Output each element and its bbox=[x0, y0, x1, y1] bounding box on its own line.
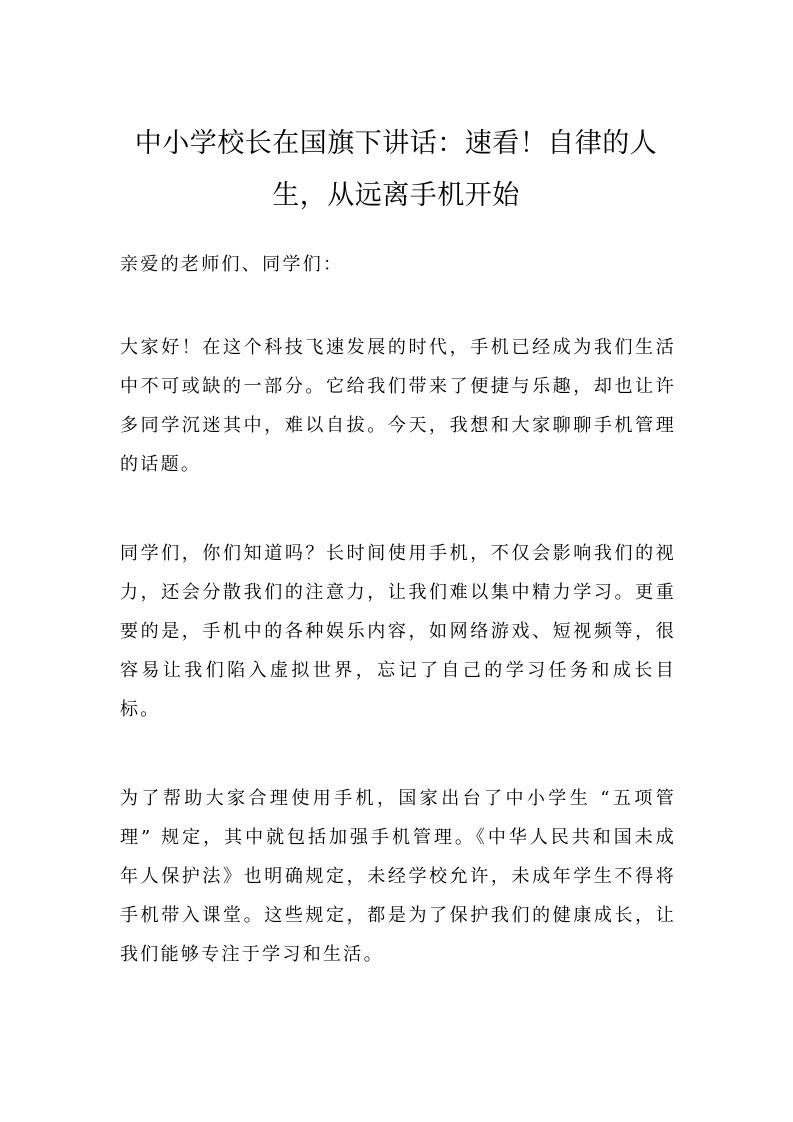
document-title: 中小学校长在国旗下讲话：速看！自律的人生，从远离手机开始 bbox=[134, 128, 658, 211]
paragraph-regulations: 为了帮助大家合理使用手机，国家出台了中小学生 “五项管理” 规定，其中就包括加强手机管理。《中华人民共和国未成年人保护法》也明确规定，未经学校允许，未成年学生不得将手机带入课堂。这些规定，都是为了保护我们的健康成长，让我们能够专注于学习和生活。 bbox=[120, 788, 676, 965]
paragraph-phone-harms: 同学们，你们知道吗？长时间使用手机，不仅会影响我们的视力，还会分散我们的注意力，让我们难以集中精力学习。更重要的是，手机中的各种娱乐内容，如网络游戏、短视频等，很容易让我们陷入虚拟世界，忘记了自己的学习任务和成长目标。 bbox=[120, 543, 676, 720]
paragraph-greeting: 大家好！在这个科技飞速发展的时代，手机已经成为我们生活中不可或缺的一部分。它给我们带来了便捷与乐趣，却也让许多同学沉迷其中，难以自拔。今天，我想和大家聊聊手机管理的话题。 bbox=[120, 337, 676, 475]
salutation: 亲爱的老师们、同学们： bbox=[120, 254, 344, 275]
